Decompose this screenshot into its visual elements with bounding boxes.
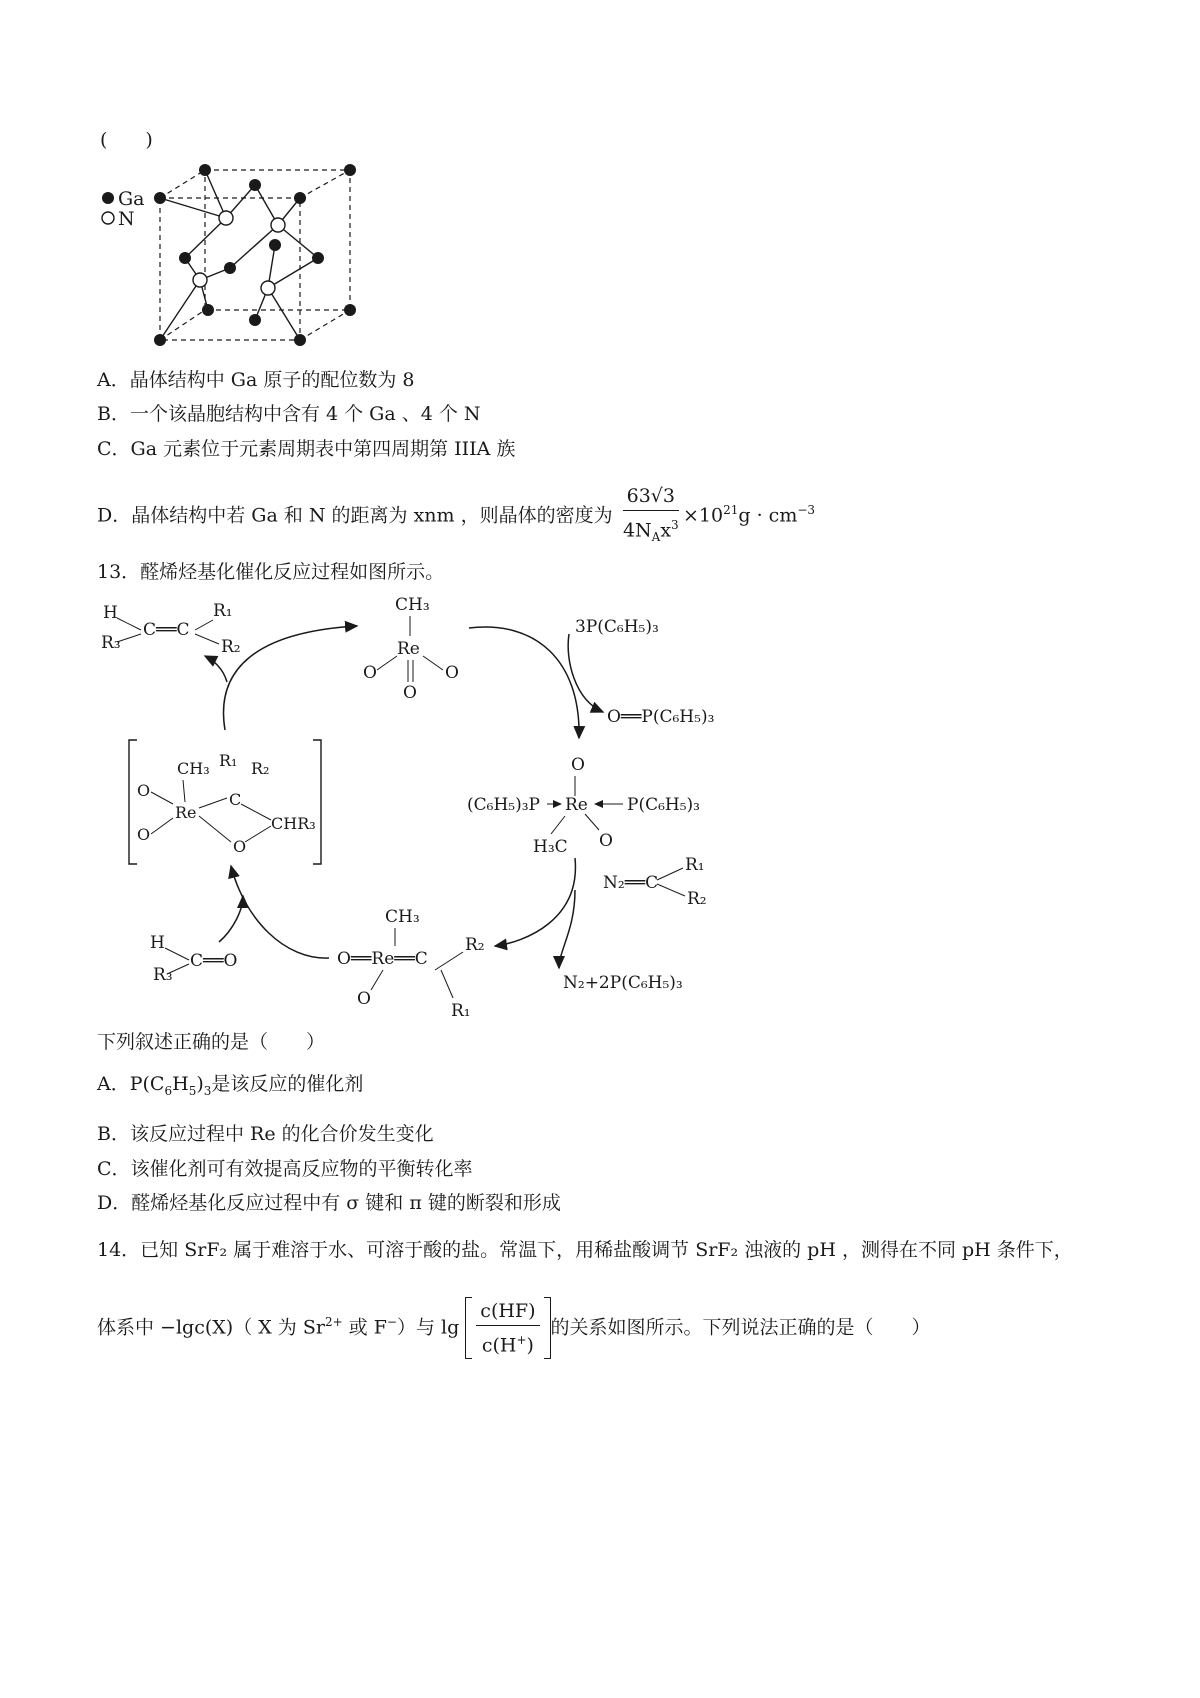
option-text: Ga 元素位于元素周期表中第四周期第 IIIA 族: [130, 438, 516, 460]
fraction-numerator: 63√3: [623, 484, 679, 511]
exponent: 21: [723, 503, 739, 517]
option-letter: B．: [97, 403, 130, 425]
q13-question: 下列叙述正确的是（ ）: [97, 1031, 326, 1053]
option-letter: C．: [97, 1158, 131, 1180]
svg-text:O══Re══C: O══Re══C: [337, 949, 428, 969]
diazo-reagent: [603, 855, 707, 909]
fraction-numerator: c(HF): [476, 1299, 539, 1326]
option-text: 晶体结构中 Ga 原子的配位数为 8: [129, 369, 415, 391]
q13-option-c: [97, 1157, 473, 1181]
fraction-denominator: c(H+): [481, 1333, 534, 1357]
q14-text: 或 F: [342, 1316, 387, 1339]
byproduct: N₂+2P(C₆H₅)₃: [563, 973, 683, 993]
svg-text:R₁: R₁: [213, 601, 233, 621]
svg-text:R₂: R₂: [221, 637, 241, 657]
option-letter: D．: [97, 504, 132, 527]
reagent-in: 3P(C₆H₅)₃: [575, 617, 659, 637]
svg-text:CH₃: CH₃: [177, 759, 210, 778]
svg-text:R₂: R₂: [465, 935, 485, 955]
svg-text:R₁: R₁: [219, 751, 238, 770]
svg-text:H: H: [103, 603, 118, 623]
svg-text:CH₃: CH₃: [385, 907, 420, 927]
q14-text: ）与 lg: [396, 1316, 460, 1339]
q14-line1: 14．已知 SrF₂ 属于难溶于水、可溶于酸的盐。常温下，用稀盐酸调节 SrF₂ 浊液的 pH ，测得在不同 pH 条件下，: [97, 1239, 1073, 1261]
svg-text:R₃: R₃: [153, 965, 173, 985]
svg-text:O: O: [357, 989, 371, 1009]
svg-text:C══C: C══C: [143, 620, 190, 640]
q12-option-c: [97, 437, 515, 461]
legend-ga-label: Ga: [118, 188, 145, 210]
q14-sup: −: [386, 1315, 397, 1329]
hf-fraction: [476, 1299, 539, 1357]
option-letter: A．: [97, 1073, 130, 1095]
blank-paren: ( ): [100, 129, 153, 151]
q13-option-a: [97, 1072, 363, 1103]
option-text: 醛烯烃基化反应过程中有 σ 键和 π 键的断裂和形成: [131, 1192, 561, 1214]
option-letter: A．: [97, 369, 130, 391]
re-bottom-complex: [337, 907, 485, 1020]
svg-text:O: O: [137, 781, 151, 800]
q14-text: 体系中 −lgc(X)（ X 为 Sr: [97, 1316, 325, 1339]
svg-text:R₂: R₂: [251, 759, 270, 778]
option-text: 是该反应的催化剂: [211, 1073, 364, 1095]
svg-text:CH₃: CH₃: [395, 595, 430, 615]
q14-sup: 2+: [324, 1315, 343, 1329]
svg-text:R₁: R₁: [451, 1001, 471, 1020]
svg-text:O: O: [363, 663, 377, 683]
reagent-out: O══P(C₆H₅)₃: [607, 707, 715, 727]
option-letter: D．: [97, 1192, 132, 1214]
svg-text:C══O: C══O: [190, 951, 238, 971]
option-text: 晶体结构中若 Ga 和 N 的距离为 xnm ，则晶体的密度为: [131, 504, 613, 527]
svg-text:O: O: [571, 755, 585, 775]
svg-text:Re: Re: [565, 795, 588, 815]
svg-text:R₃: R₃: [101, 633, 121, 653]
metallacycle-intermediate: [129, 740, 321, 864]
svg-text:Re: Re: [397, 639, 420, 659]
crystal-cell-figure: [90, 150, 390, 360]
aldehyde-reagent: [150, 933, 237, 985]
q13-option-b: [97, 1122, 434, 1146]
q14-line2: [97, 1290, 931, 1359]
formula: $P(C_6H_5)_3$: [129, 1073, 212, 1098]
q13-title: 13．醛烯烃基化催化反应过程如图所示。: [97, 561, 445, 583]
log-bracket: [465, 1297, 550, 1359]
unit: g · cm: [738, 504, 798, 527]
svg-text:P(C₆H₅)₃: P(C₆H₅)₃: [627, 795, 700, 815]
svg-text:C: C: [229, 790, 242, 809]
alkene-product: [101, 601, 241, 657]
re-top-complex: [363, 595, 459, 703]
svg-text:N₂══C: N₂══C: [603, 873, 659, 893]
q14-text: 的关系如图所示。下列说法正确的是（ ）: [550, 1316, 931, 1339]
svg-text:(C₆H₅)₃P: (C₆H₅)₃P: [467, 795, 540, 815]
svg-text:R₂: R₂: [687, 889, 707, 909]
unit-exponent: −3: [797, 503, 816, 517]
q12-option-b: [97, 402, 481, 426]
option-letter: C．: [97, 438, 131, 460]
option-letter: B．: [97, 1123, 130, 1145]
catalytic-cycle-diagram: [95, 590, 735, 1020]
option-text: 该催化剂可有效提高反应物的平衡转化率: [130, 1158, 473, 1180]
svg-text:H₃C: H₃C: [533, 837, 568, 857]
option-text: 一个该晶胞结构中含有 4 个 Ga 、4 个 N: [129, 403, 481, 425]
svg-text:CHR₃: CHR₃: [271, 814, 316, 833]
svg-text:O: O: [403, 683, 417, 703]
re-right-complex: [467, 755, 700, 857]
svg-text:R₁: R₁: [685, 855, 705, 875]
svg-text:O: O: [137, 825, 151, 844]
svg-text:H: H: [150, 933, 165, 953]
svg-text:O: O: [599, 831, 613, 851]
density-fraction: [623, 484, 679, 549]
q12-option-a: [97, 368, 414, 392]
svg-text:Re: Re: [175, 803, 197, 822]
svg-text:O: O: [445, 663, 459, 683]
q12-option-d: [97, 482, 815, 549]
fraction-denominator: $4N_Ax^3$: [622, 517, 679, 544]
power-ten: ×10: [683, 504, 724, 527]
option-text: 该反应过程中 Re 的化合价发生变化: [129, 1123, 434, 1145]
q13-option-d: [97, 1191, 561, 1215]
legend-n-label: N: [118, 208, 135, 230]
svg-text:O: O: [233, 837, 247, 856]
